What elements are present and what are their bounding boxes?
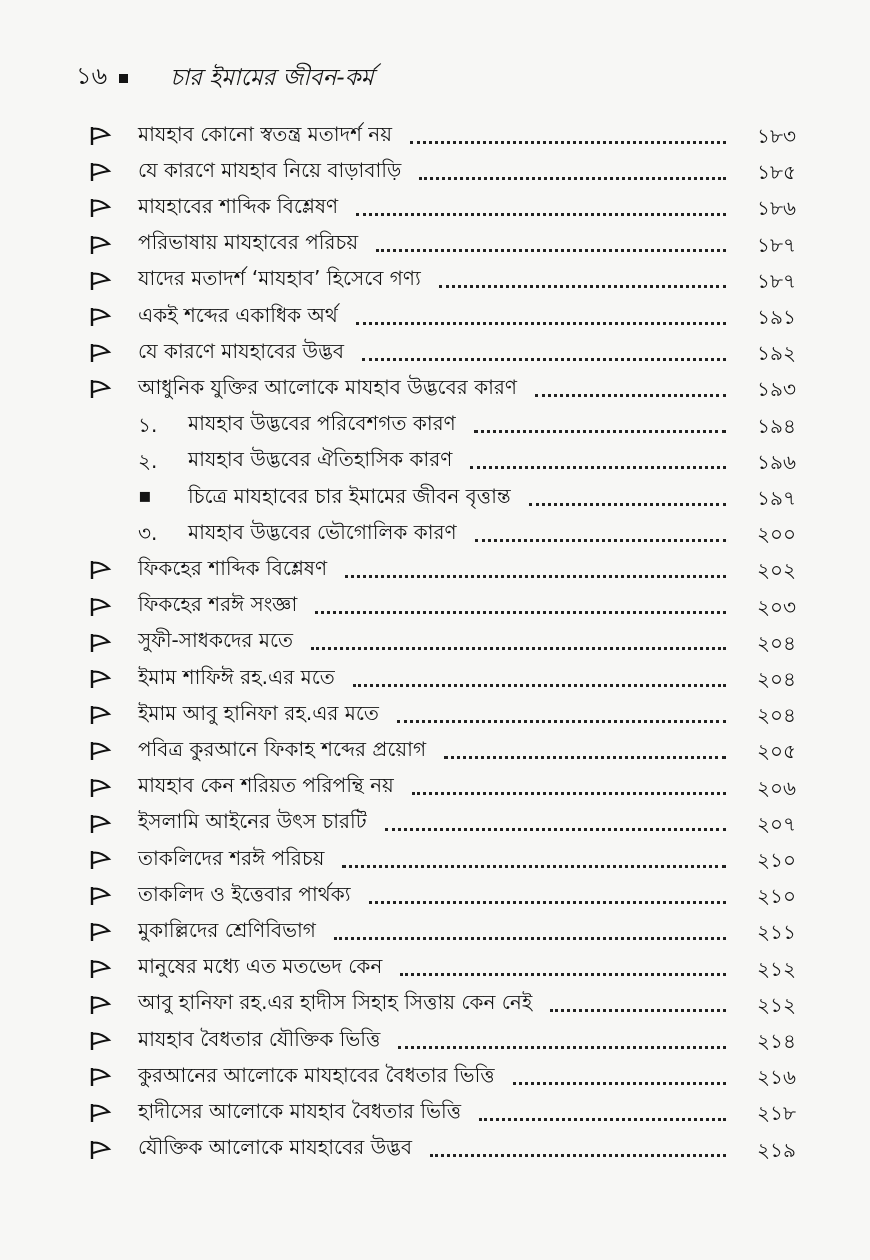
dot-leader: [334, 937, 726, 940]
toc-entry: [138, 878, 738, 914]
toc-page-number: ২০৫: [757, 739, 796, 764]
toc-entry: [138, 733, 738, 769]
dot-leader: [410, 141, 726, 144]
toc-page-number: ২০৪: [757, 630, 796, 655]
page-header: [76, 58, 373, 98]
dot-leader: [311, 647, 726, 650]
toc-entry-title: মাযহাবের শাব্দিক বিশ্লেষণ: [138, 193, 339, 218]
toc-entry-title: মুকাল্লিদের শ্রেণিবিভাগ: [138, 917, 316, 942]
dot-leader: [342, 865, 726, 868]
flag-outline-icon: [88, 848, 114, 872]
dot-leader: [529, 503, 726, 506]
toc-row: [0, 770, 870, 806]
toc-entry: [138, 806, 738, 842]
toc-entry: [188, 408, 738, 444]
toc-entry-title: মাযহাব বৈধতার যৌক্তিক ভিত্তি: [138, 1026, 381, 1051]
toc-page-number: ২০০: [756, 522, 796, 547]
toc-row: [0, 878, 870, 914]
flag-outline-icon: [88, 558, 114, 582]
toc-entry-title: মাযহাব উদ্ভবের ঐতিহাসিক কারণ: [188, 447, 453, 472]
toc-page-number: ২০৩: [756, 594, 796, 619]
toc-page-number: ২০২: [756, 558, 796, 583]
flag-outline-icon: [88, 233, 114, 257]
toc-page-number: ১৯১: [757, 305, 796, 329]
toc-entry: [138, 697, 738, 733]
dot-leader: [475, 539, 726, 542]
toc-page-number: ১৮৬: [757, 196, 796, 221]
toc-entry: [138, 987, 738, 1023]
flag-outline-icon: [88, 920, 114, 944]
flag-outline-icon: [88, 595, 114, 619]
toc-entry: [138, 227, 738, 263]
toc-entry-title: তাকলিদ ও ইত্তেবার পার্থক্য: [138, 881, 351, 906]
toc-row: [0, 1059, 870, 1095]
toc-page-number: ১৯৭: [757, 486, 796, 510]
toc-row: [0, 552, 870, 588]
flag-outline-icon: [88, 993, 114, 1017]
toc-entry: [188, 444, 738, 480]
toc-entry-title: মাযহাব উদ্ভবের ভৌগোলিক কারণ: [188, 519, 457, 544]
toc-row: [0, 842, 870, 878]
flag-outline-icon: [88, 884, 114, 908]
toc-page-number: ২০৭: [756, 811, 796, 836]
running-title: চার ইমামের জীবন-কর্ম: [170, 64, 374, 91]
flag-outline-icon: [88, 377, 114, 401]
toc-row: [0, 914, 870, 950]
toc-row: [0, 299, 870, 335]
toc-page-number: ১৯৪: [757, 413, 796, 438]
flag-outline-icon: [88, 305, 114, 329]
toc-row: [0, 480, 870, 516]
toc-row: [0, 118, 870, 154]
toc-page-number: ২১৮: [757, 1101, 796, 1126]
dot-leader: [439, 285, 726, 288]
flag-outline-icon: [88, 703, 114, 727]
dot-leader: [398, 1046, 726, 1049]
toc-row: [0, 227, 870, 263]
toc-row: [0, 697, 870, 733]
flag-outline-icon: [88, 957, 114, 981]
toc-row: [0, 444, 870, 480]
toc-entry: [138, 1059, 738, 1095]
toc-entry-title: মাযহাব কোনো স্বতন্ত্র মতাদর্শ নয়: [138, 121, 393, 146]
toc-entry: [138, 118, 738, 154]
toc-page-number: ১৮৩: [757, 124, 796, 148]
toc-row: [0, 625, 870, 661]
toc-entry-title: ইমাম শাফিঈ রহ.এর মতে: [138, 664, 335, 689]
dot-leader: [474, 430, 726, 433]
toc-page-number: ১৮৭: [757, 268, 796, 293]
toc-entry: [138, 299, 738, 335]
toc-page-number: ২১৯: [757, 1137, 796, 1162]
toc-entry-title: যে কারণে মাযহাবের উদ্ভব: [138, 338, 344, 363]
flag-outline-icon: [88, 739, 114, 763]
toc-entry: [138, 661, 738, 697]
dot-leader: [315, 611, 726, 614]
toc-entry: [138, 1095, 738, 1131]
toc-page-number: ২১০: [757, 848, 796, 872]
toc-entry: [138, 951, 738, 987]
dot-leader: [430, 1154, 726, 1157]
dot-leader: [356, 213, 726, 216]
page-number: ১৬: [76, 62, 108, 90]
toc-row: [0, 371, 870, 407]
toc-entry: [138, 589, 738, 625]
toc-row: [0, 408, 870, 444]
toc-entry-title: যে কারণে মাযহাব নিয়ে বাড়াবাড়ি: [138, 157, 402, 182]
toc-entry: [188, 516, 738, 552]
flag-outline-icon: [88, 776, 114, 800]
sub-entry-marker: ৩.: [138, 521, 158, 546]
toc-entry: [138, 154, 738, 190]
dot-leader: [470, 466, 726, 469]
flag-outline-icon: [88, 631, 114, 655]
toc-entry: [138, 1132, 738, 1168]
toc-row: [0, 1095, 870, 1131]
toc-entry-title: পরিভাষায় মাযহাবের পরিচয়: [138, 230, 359, 255]
flag-outline-icon: [88, 1138, 114, 1162]
toc-page-number: ২০৪: [757, 667, 796, 691]
toc-entry-title: ইসলামি আইনের উৎস চারটি: [138, 809, 367, 834]
toc-row: [0, 190, 870, 226]
toc-entry: [138, 552, 738, 588]
toc-page-number: ১৯২: [757, 341, 796, 366]
sub-entry-marker: ২.: [138, 448, 158, 473]
dot-leader: [513, 1082, 726, 1085]
toc-page-number: ২০৬: [756, 775, 796, 800]
toc-page-number: ২১০: [757, 884, 796, 909]
toc-entry-title: মানুষের মধ্যে এত মতভেদ কেন: [138, 954, 383, 979]
flag-outline-icon: [88, 1029, 114, 1053]
toc-row: [0, 951, 870, 987]
toc-entry-title: কুরআনের আলোকে মাযহাবের বৈধতার ভিত্তি: [138, 1062, 495, 1087]
toc-entry: [138, 190, 738, 226]
toc-page-number: ১৯৩: [757, 377, 796, 402]
flag-outline-icon: [88, 812, 114, 836]
dot-leader: [535, 394, 726, 397]
toc-entry-title: যাদের মতাদর্শ ‘মাযহাব’ হিসেবে গণ্য: [138, 266, 421, 291]
dot-leader: [550, 1009, 726, 1012]
toc-row: [0, 154, 870, 190]
toc-entry: [138, 842, 738, 878]
toc-entry-title: ইমাম আবু হানিফা রহ.এর মতে: [138, 700, 379, 725]
dot-leader: [362, 358, 726, 361]
sub-entry-marker: ১.: [138, 412, 158, 437]
toc-entry-title: মাযহাব উদ্ভবের পরিবেশগত কারণ: [188, 411, 456, 436]
toc-entry: [188, 480, 738, 516]
flag-outline-icon: [88, 196, 114, 220]
toc-entry-title: একই শব্দের একাধিক অর্থ: [138, 302, 338, 327]
flag-outline-icon: [88, 124, 114, 148]
toc-entry: [138, 625, 738, 661]
dot-leader: [400, 973, 726, 976]
dot-leader: [419, 177, 726, 180]
toc-row: [0, 987, 870, 1023]
dot-leader: [353, 684, 726, 687]
dot-leader: [444, 756, 726, 759]
dot-leader: [345, 575, 726, 578]
dot-leader: [356, 322, 726, 325]
toc-page-number: ১৯৬: [757, 449, 796, 474]
dot-leader: [479, 1118, 726, 1121]
flag-outline-icon: [88, 160, 114, 184]
toc-entry-title: হাদীসের আলোকে মাযহাব বৈধতার ভিত্তি: [138, 1098, 462, 1123]
flag-outline-icon: [88, 269, 114, 293]
toc-row: [0, 1132, 870, 1168]
toc-entry: [138, 371, 738, 407]
toc-entry-title: ফিকহের শাব্দিক বিশ্লেষণ: [138, 555, 328, 580]
toc-row: [0, 661, 870, 697]
sub-entry-marker: ▪: [138, 483, 152, 507]
toc-entry: [138, 1023, 738, 1059]
toc-row: [0, 335, 870, 371]
toc-entry-title: তাকলিদের শরঈ পরিচয়: [138, 845, 325, 870]
toc-entry-title: পবিত্র কুরআনে ফিকাহ শব্দের প্রয়োগ: [138, 736, 427, 761]
toc-row: [0, 1023, 870, 1059]
toc-row: [0, 806, 870, 842]
dot-leader: [369, 901, 726, 904]
toc-entry-title: সুফী-সাধকদের মতে: [138, 628, 294, 653]
dot-leader: [376, 249, 726, 252]
toc-entry-title: আবু হানিফা রহ.এর হাদীস সিহাহ সিত্তায় কেন নেই: [138, 990, 533, 1015]
toc-entry: [138, 335, 738, 371]
toc-entry-title: আধুনিক যুক্তির আলোকে মাযহাব উদ্ভবের কারণ: [138, 374, 517, 399]
toc-page-number: ১৮৫: [757, 160, 796, 185]
toc-entry-title: ফিকহের শরঈ সংজ্ঞা: [138, 592, 298, 617]
flag-outline-icon: [88, 667, 114, 691]
toc-page-number: ২০৪: [757, 703, 796, 728]
toc-page-number: ২১২: [757, 992, 796, 1017]
toc-page-number: ২১২: [757, 956, 796, 981]
toc-entry-title: মাযহাব কেন শরিয়ত পরিপন্থি নয়: [138, 773, 394, 798]
toc-row: [0, 516, 870, 552]
toc-entry: [138, 914, 738, 950]
toc-entry: [138, 770, 738, 806]
flag-outline-icon: [88, 1065, 114, 1089]
toc-page-number: ২১১: [757, 920, 796, 945]
toc-row: [0, 589, 870, 625]
flag-outline-icon: [88, 341, 114, 365]
header-square-icon: [119, 74, 128, 83]
dot-leader: [412, 792, 726, 795]
toc-page-number: ২১৬: [757, 1065, 796, 1090]
toc-entry-title: যৌক্তিক আলোকে মাযহাবের উদ্ভব: [138, 1135, 413, 1160]
toc-row: [0, 263, 870, 299]
toc-page-number: ১৮৭: [757, 232, 796, 257]
toc-row: [0, 733, 870, 769]
dot-leader: [397, 720, 726, 723]
toc-entry-title: চিত্রে মাযহাবের চার ইমামের জীবন বৃত্তান্ত: [188, 483, 511, 508]
flag-outline-icon: [88, 1101, 114, 1125]
toc-entry: [138, 263, 738, 299]
dot-leader: [385, 828, 726, 831]
toc-page-number: ২১৪: [757, 1029, 796, 1053]
